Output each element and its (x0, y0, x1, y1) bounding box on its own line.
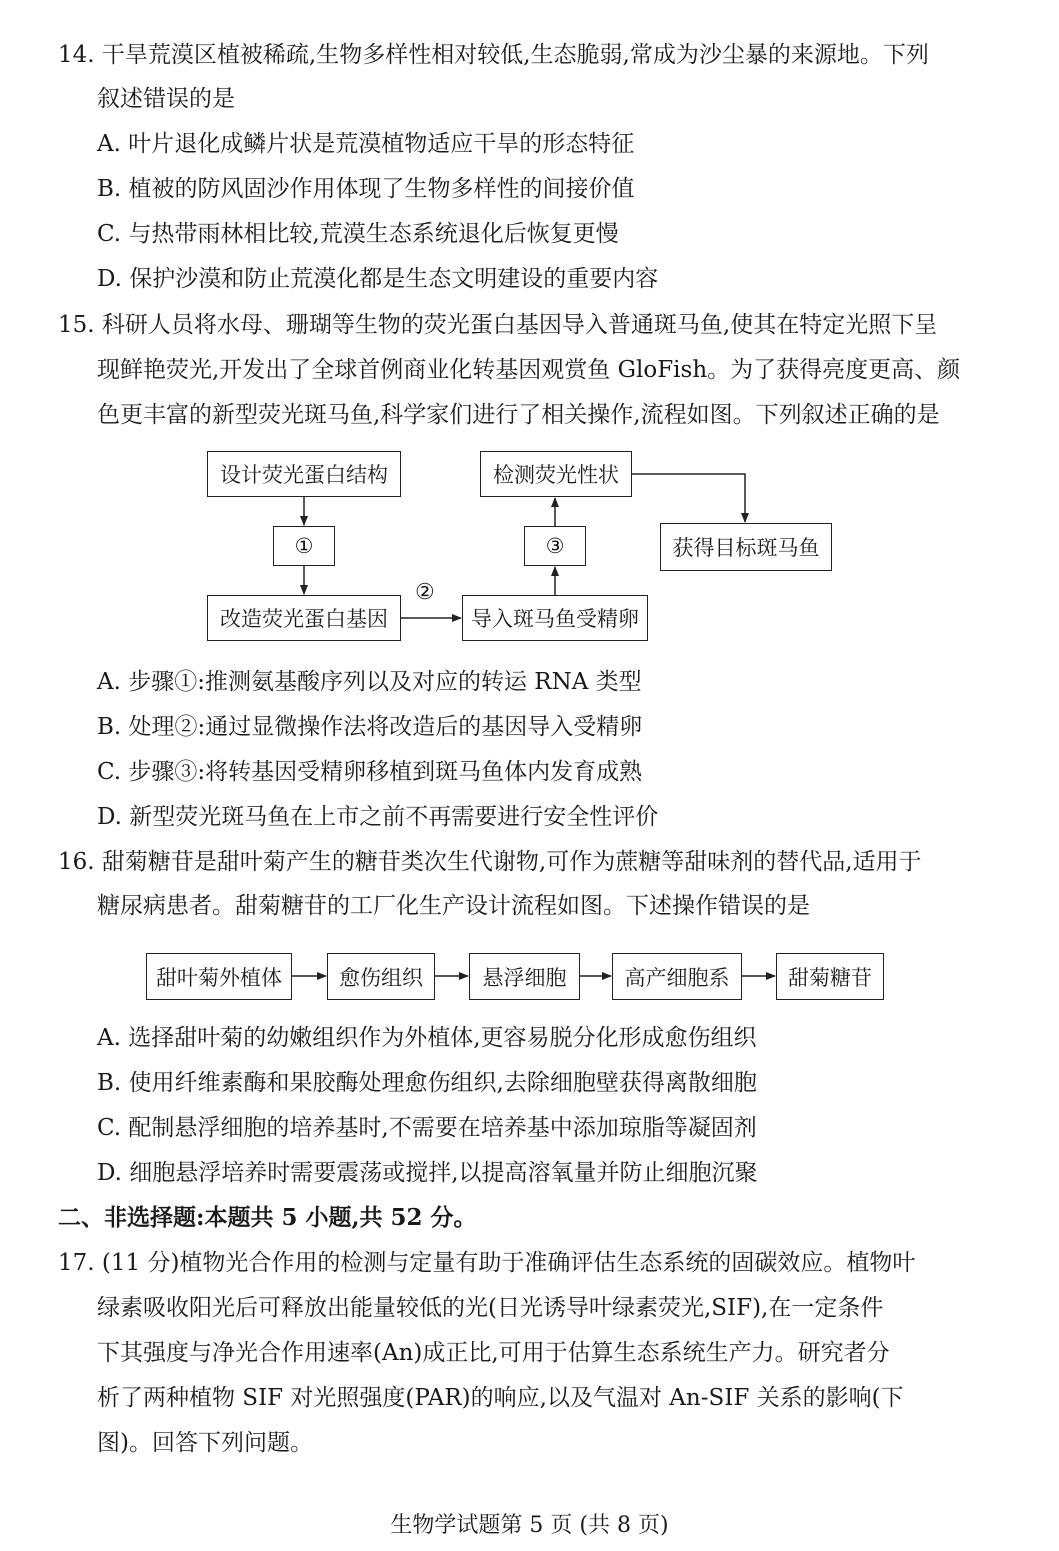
q14-option-a: A. 叶片退化成鳞片状是荒漠植物适应干旱的形态特征 (97, 131, 635, 157)
flow-design-box (207, 451, 401, 497)
flow2-explant-label: 甜叶菊外植体 (156, 965, 282, 990)
q14-stem-line2: 叙述错误的是 (97, 86, 235, 112)
q16-stem-line2: 糖尿病患者。甜菊糖苷的工厂化生产设计流程如图。下述操作错误的是 (97, 893, 810, 919)
q15-stem-line3: 色更丰富的新型荧光斑马鱼,科学家们进行了相关操作,流程如图。下列叙述正确的是 (97, 402, 940, 428)
q15-option-c: C. 步骤③:将转基因受精卵移植到斑马鱼体内发育成熟 (97, 759, 643, 785)
q16-option-b: B. 使用纤维素酶和果胶酶处理愈伤组织,去除细胞壁获得离散细胞 (97, 1070, 757, 1096)
flow-detect-box (480, 451, 632, 497)
flow2-explant-box (146, 953, 292, 1000)
flow-step3-label: ③ (545, 534, 565, 558)
flow-step3-box (524, 526, 586, 566)
flow-obtain-box (660, 523, 832, 571)
q15-option-d: D. 新型荧光斑马鱼在上市之前不再需要进行安全性评价 (97, 804, 659, 830)
flow-detect-label: 检测荧光性状 (493, 463, 619, 487)
flow2-cellline-box (612, 953, 742, 1000)
flow2-callus-label: 愈伤组织 (339, 965, 423, 990)
q14-option-c: C. 与热带雨林相比较,荒漠生态系统退化后恢复更慢 (97, 221, 619, 247)
flow2-stevioside-label: 甜菊糖苷 (788, 965, 872, 990)
q14-option-d: D. 保护沙漠和防止荒漠化都是生态文明建设的重要内容 (97, 266, 659, 292)
flow-modify-box (207, 595, 401, 641)
q14-stem-line1: 14. 干旱荒漠区植被稀疏,生物多样性相对较低,生态脆弱,常成为沙尘暴的来源地。下列 (58, 42, 929, 68)
q16-stem-line1: 16. 甜菊糖苷是甜叶菊产生的糖苷类次生代谢物,可作为蔗糖等甜味剂的替代品,适用于 (58, 849, 922, 875)
section-heading: 二、非选择题:本题共 5 小题,共 52 分。 (58, 1204, 477, 1231)
q17-stem-line4: 析了两种植物 SIF 对光照强度(PAR)的响应,以及气温对 An-SIF 关系的影响(下 (97, 1385, 904, 1411)
flow-modify-label: 改造荧光蛋白基因 (220, 607, 388, 631)
flow2-stevioside-box (776, 953, 884, 1000)
flow-step1-box (273, 526, 335, 566)
flow2-cellline-label: 高产细胞系 (624, 965, 730, 990)
flow-inject-label: 导入斑马鱼受精卵 (471, 607, 639, 631)
q15-option-a: A. 步骤①:推测氨基酸序列以及对应的转运 RNA 类型 (97, 669, 642, 695)
flow2-suspension-box (469, 953, 580, 1000)
q17-stem-line2: 绿素吸收阳光后可释放出能量较低的光(日光诱导叶绿素荧光,SIF),在一定条件 (97, 1295, 884, 1321)
q16-option-d: D. 细胞悬浮培养时需要震荡或搅拌,以提高溶氧量并防止细胞沉聚 (97, 1160, 758, 1186)
q17-stem-line1: 17. (11 分)植物光合作用的检测与定量有助于准确评估生态系统的固碳效应。植物叶 (58, 1250, 916, 1276)
q17-stem-line5: 图)。回答下列问题。 (97, 1430, 313, 1456)
q16-option-a: A. 选择甜叶菊的幼嫩组织作为外植体,更容易脱分化形成愈伤组织 (97, 1025, 757, 1051)
q17-stem-line3: 下其强度与净光合作用速率(An)成正比,可用于估算生态系统生产力。研究者分 (97, 1340, 890, 1366)
flow-step2-label: ② (415, 580, 435, 605)
flow-obtain-label: 获得目标斑马鱼 (672, 536, 820, 560)
flow-inject-box (462, 595, 648, 641)
page-footer: 生物学试题第 5 页 (共 8 页) (390, 1513, 669, 1538)
arrow-detect-obtain (632, 474, 745, 522)
flow-step1-label: ① (294, 534, 314, 558)
q15-stem-line1: 15. 科研人员将水母、珊瑚等生物的荧光蛋白基因导入普通斑马鱼,使其在特定光照下呈 (58, 312, 938, 338)
q15-stem-line2: 现鲜艳荧光,开发出了全球首例商业化转基因观赏鱼 GloFish。为了获得亮度更高、颜 (97, 357, 961, 383)
q15-option-b: B. 处理②:通过显微操作法将改造后的基因导入受精卵 (97, 714, 643, 740)
flow2-callus-box (327, 953, 435, 1000)
flow-design-label: 设计荧光蛋白结构 (220, 463, 388, 487)
flow2-suspension-label: 悬浮细胞 (482, 965, 567, 990)
q16-option-c: C. 配制悬浮细胞的培养基时,不需要在培养基中添加琼脂等凝固剂 (97, 1115, 757, 1141)
q14-option-b: B. 植被的防风固沙作用体现了生物多样性的间接价值 (97, 176, 635, 202)
